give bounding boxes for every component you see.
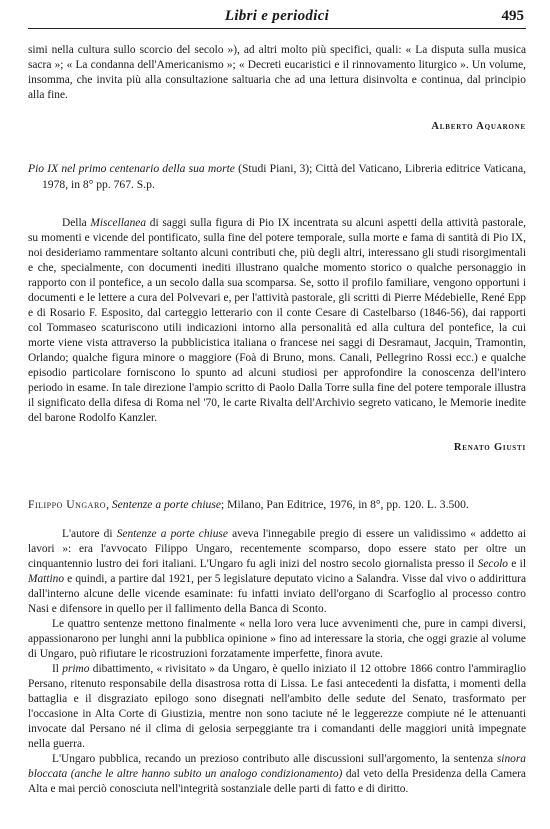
review-3-p3-primo: primo — [62, 663, 90, 675]
review-3-p1-c: e il — [508, 558, 526, 570]
review-2 — [28, 161, 526, 455]
review-2-miscellanea: Miscellanea — [90, 217, 147, 229]
review-3-paragraph-2: Le quattro sentenze mettono finalmente « nella loro vera luce avvenimenti che, pure in campi diversi, appassionarono per lunghi anni la pubblica opinione » fino ad interessare la storia, che oggi grazie al volume di Ungaro, può rifiutare le ricostruzioni forzatamente imperfette, finora avute. — [28, 618, 526, 660]
review-3 — [28, 497, 526, 797]
review-3-p3-a: Il — [52, 663, 63, 675]
review-3-p1-title: Sentenze a porte chiuse — [116, 528, 228, 540]
review-1-signature: Alberto Aquarone — [431, 121, 526, 132]
review-1 — [28, 43, 526, 134]
review-3-book-details: ; Milano, Pan Editrice, 1976, in 8°, pp. 120. L. 3.500. — [221, 498, 469, 511]
review-3-p4-a: L'Ungaro pubblica, recando un prezioso contributo alle discussioni sull'argomento, la sentenza — [52, 753, 497, 765]
review-3-p1-mattino: Mattino — [28, 573, 65, 585]
review-2-paragraph — [28, 216, 526, 426]
review-2-text-a: Della — [62, 217, 91, 229]
review-3-book-title: Sentenze a porte chiuse — [111, 498, 222, 511]
review-2-signature: Renato Giusti — [453, 442, 526, 453]
review-2-book-title: Pio IX nel primo centenario della sua morte — [28, 162, 235, 175]
page — [28, 8, 526, 797]
review-3-p1-a: L'autore di — [62, 528, 117, 540]
page-number: 495 — [501, 8, 524, 24]
review-3-p1-d: e quindi, a partire dal 1921, per 5 legislature deputato vicino a Salandra. Visse dal vivo o addirittura dall'interno alcune delle vicende esaminate: fu infatti inviato dell'organo di Scarfoglio al processo contro Nasi e difensore in quello per il fallimento della Banca di Sconto. — [28, 573, 526, 615]
review-3-p4-italic: sinora bloccata (anche le altre hanno subito un analogo condizionamento) — [28, 753, 526, 780]
review-3-paragraph-4 — [28, 752, 526, 797]
review-3-p4-b: dal veto della Presidenza della Camera Alta e mai perciò conosciuta nell'integrità sostanziale delle parti di fatto e di diritto. — [28, 768, 526, 795]
review-3-citation: Filippo Ungaro, Sentenze a porte chiuse; Milano, Pan Editrice, 1976, in 8°, pp. 120. L. 3.500. — [28, 498, 469, 511]
running-header — [28, 8, 526, 29]
review-2-text-b: di saggi sulla figura di Pio IX incentrata su alcuni aspetti della attività pastorale, su momenti e vicende del pontificato, sulla fine del potere temporale, sulla morte e fama di santità di Pio IX, noi desideriamo rammentare soltanto alcuni contributi che, più degli altri, interessano gli studi risorgimentali e che, specialmente, con documenti inediti illustrano qualche momento storico o qualche personaggio in rapporto con il pontefice, a un secolo dalla sua scomparsa. Se, sotto il profilo familiare, vengono opportuni i documenti e le lettere a cura del Polvevari e, per l'attività pastorale, gli scritti di Pierre Médebielle, René Epp e di Rosario F. Esposito, dal carteggio letterario con il conte Cesare di Castelbarso (1846-56), dai rapporti col Tommaseo scaturiscono utili indicazioni intorno alla personalità ed alla cultura del pontefice, la cui morte viene vista attraverso la pubblicistica italiana o francese nei saggi di Desramaut, Jacquin, Tramontin, Orlando; qualche figura minore o maggiore (Foà di Bruno, mons. Canali, Pellegrino Rossi ecc.) e qualche episodio particolare forniscono lo spunto ad alcuni studiosi per approfondire la conoscenza dell'intero periodo in esame. In tale direzione l'ampio scritto di Paolo Dalla Torre sulla fine del potere temporale illustra il significato della difesa di Roma nel '70, le carte Rivalta dell'Archivio segreto vaticano, le Memorie inedite del barone Rodolfo Kanzler. — [28, 217, 526, 424]
review-3-p1-b: aveva l'innegabile pregio di essere un validissimo « addetto ai lavori »: era l'avvocato Filippo Ungaro, recentemente scomparso, dopo essere stato per oltre un cinquantennio lustro dei fori italiani. L'Ungaro fu agli inizi del nostro secolo giornalista presso il — [28, 528, 527, 570]
review-2-book-details: (Studi Piani, 3); Città del Vaticano, Libreria editrice Vaticana, 1978, in 8° pp. 767. S.p. — [42, 162, 526, 191]
review-3-paragraph-3 — [28, 662, 526, 752]
review-3-paragraph-1 — [28, 527, 526, 617]
review-3-p1-secolo: Secolo — [477, 558, 509, 570]
review-3-author: Filippo Ungaro — [28, 498, 107, 511]
running-title: Libri e periodici — [224, 8, 330, 24]
review-3-p3-b: dibattimento, « rivisitato » da Ungaro, è quello iniziato il 12 ottobre 1866 contro l'ammiraglio Persano, ritenuto responsabile della disastrosa rotta di Lissa. Le fasi antecedenti la disfatta, i momenti della battaglia e il disgraziato epilogo sono disegnati nell'ambito delle sedute del Senato, trasformato per l'occasione in Alta Corte di Giustizia, mentre non sono taciute né le leggerezze compiute né le attenuanti invocate dal Persano né il clima di gelosia serpeggiante tra i comandanti delle maggiori unità impegnate nella guerra. — [28, 663, 526, 750]
review-2-citation — [28, 161, 526, 193]
review-1-text: simi nella cultura sullo scorcio del secolo »), ad altri molto più specifici, quali: « La disputa sulla musica sacra »; « La condanna dell'Americanismo »; « Decreti eucaristici e il rinnovamento liturgico ». Un volume, insomma, che invita più alla consultazione saltuaria che ad una lettura disinvolta e continua, dal principio alla fine. — [28, 44, 526, 101]
